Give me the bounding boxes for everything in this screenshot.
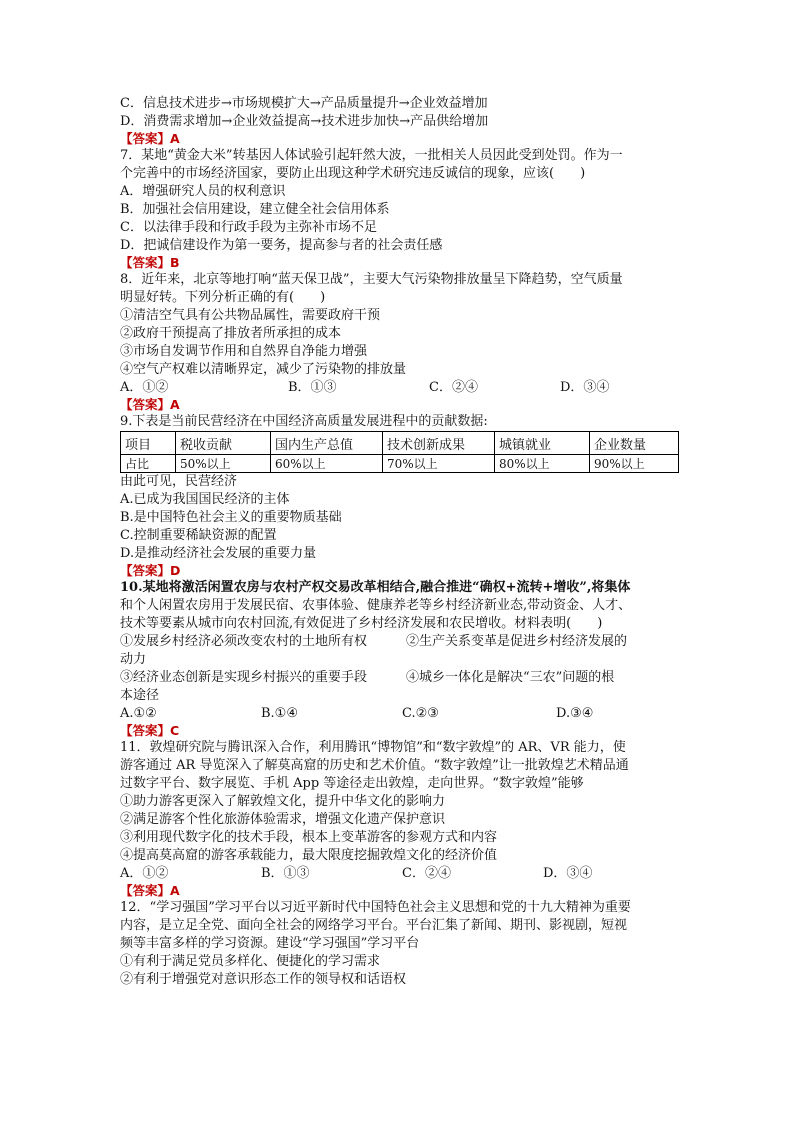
choices-q10 (120, 705, 680, 723)
table-header-cell: 国内生产总值 (271, 432, 383, 455)
option-d-q6: D．消费需求增加→企业效益提高→技术进步加快→产品供给增加 (120, 114, 489, 129)
choice-c-q11: C．②④ (402, 866, 451, 881)
item-2-q11: ②满足游客个性化旅游体验需求，增强文化遗产保护意识 (120, 812, 446, 827)
question-12-stem: 内容，是立足全党、面向全社会的网络学习平台。平台汇集了新闻、期刊、影视剧，短视 (120, 918, 628, 933)
question-7-stem: 7．某地“黄金大米”转基因人体试验引起轩然大波，一批相关人员因此受到处罚。作为一 (120, 148, 623, 163)
item-4-q11: ④提高莫高窟的游客承载能力，最大限度挖掘敦煌文化的经济价值 (120, 848, 498, 863)
option-c-q7: C．以法律手段和行政手段为主弥补市场不足 (120, 220, 377, 235)
question-12-stem: 12．“学习强国”学习平台以习近平新时代中国特色社会主义思想和党的十九大精神为重要 (120, 900, 631, 915)
table-cell: 90%以上 (590, 455, 679, 473)
table-header-cell: 城镇就业 (495, 432, 590, 455)
answer-q11: 【答案】A (120, 883, 180, 898)
item-4-q8: ④空气产权难以清晰界定，减少了污染物的排放量 (120, 362, 407, 377)
answer-q7: 【答案】B (120, 255, 180, 270)
choice-d-q10: D.③④ (556, 706, 594, 721)
choice-d-q11: D．③④ (543, 866, 593, 881)
answer-q6: 【答案】A (120, 131, 180, 146)
table-cell: 70%以上 (383, 455, 495, 473)
question-10-stem: 和个人闲置农房用于发展民宿、农事体验、健康养老等乡村经济新业态,带动资金、人才、 (120, 598, 632, 613)
answer-q9: 【答案】D (120, 563, 181, 578)
option-d-q7: D．把诚信建设作为第一要务，提高参与者的社会责任感 (120, 238, 443, 253)
option-c-q6: C．信息技术进步→市场规模扩大→产品质量提升→企业效益增加 (120, 96, 488, 111)
question-10-stem: 10.某地将激活闲置农房与农村产权交易改革相结合,融合推进“确权+流转+增收”,将集体 (120, 580, 631, 595)
choice-a-q8: A．①② (120, 380, 169, 395)
question-8-stem: 明显好转。下列分析正确的有( ) (120, 290, 326, 305)
item-1-q12: ①有利于满足党员多样化、便捷化的学习需求 (120, 954, 381, 969)
question-8-stem: 8．近年来，北京等地打响“蓝天保卫战”，主要大气污染物排放量呈下降趋势，空气质量 (120, 272, 623, 287)
table-cell: 50%以上 (176, 455, 271, 473)
item-1-q8: ①清洁空气具有公共物品属性，需要政府干预 (120, 308, 381, 323)
table-header-cell: 税收贡献 (176, 432, 271, 455)
choice-b-q11: B．①③ (261, 866, 310, 881)
answer-q10: 【答案】C (120, 723, 180, 738)
question-10-stem: 技术等要素从城市向农村回流,有效促进了乡村经济发展和农民增收。材料表明( ) (120, 616, 603, 631)
table-header-cell: 项目 (121, 432, 176, 455)
table-cell: 60%以上 (271, 455, 383, 473)
option-d-q9: D.是推动经济社会发展的重要力量 (120, 546, 317, 561)
question-9-stem: 9.下表是当前民营经济在中国经济高质量发展进程中的贡献数据: (120, 414, 488, 429)
choice-c-q8: C．②④ (429, 380, 478, 395)
choice-b-q8: B．①③ (288, 380, 337, 395)
choice-b-q10: B.①④ (261, 706, 298, 721)
question-7-stem: 个完善中的市场经济国家，要防止出现这种学术研究违反诚信的现象，应该( ) (120, 166, 586, 181)
answer-q8: 【答案】A (120, 397, 180, 412)
items-q10: 本途径 (120, 688, 160, 703)
option-b-q7: B．加强社会信用建设，建立健全社会信用体系 (120, 202, 390, 217)
option-a-q9: A.已成为我国国民经济的主体 (120, 492, 290, 507)
choice-c-q10: C.②③ (402, 706, 439, 721)
choice-a-q10: A.①② (120, 706, 157, 721)
option-c-q9: C.控制重要稀缺资源的配置 (120, 528, 277, 543)
table-cell: 占比 (121, 455, 176, 473)
question-11-stem: 过数字平台、数字展览、手机 App 等途径走出敦煌，走向世界。“数字敦煌”能够 (120, 776, 584, 791)
question-9-lead: 由此可见，民营经济 (120, 474, 238, 489)
item-1-q11: ①助力游客更深入了解敦煌文化，提升中华文化的影响力 (120, 794, 446, 809)
option-a-q7: A．增强研究人员的权利意识 (120, 184, 286, 199)
question-11-stem: 11．敦煌研究院与腾讯深入合作，利用腾讯“博物馆”和“数字敦煌”的 AR、VR 能力，使 (120, 740, 626, 755)
choice-a-q11: A．①② (120, 866, 169, 881)
question-12-stem: 频等丰富多样的学习资源。建设“学习强国”学习平台 (120, 936, 420, 951)
choices-q11 (120, 865, 680, 883)
table-header-cell: 企业数量 (590, 432, 679, 455)
exam-page (120, 95, 680, 989)
item-2-q8: ②政府干预提高了排放者所承担的成本 (120, 326, 342, 341)
choices-q8 (120, 379, 680, 397)
choice-d-q8: D．③④ (560, 380, 610, 395)
table-header-cell: 技术创新成果 (383, 432, 495, 455)
contribution-table (120, 431, 679, 473)
item-2-q12: ②有利于增强党对意识形态工作的领导权和话语权 (120, 972, 407, 987)
item-3-q8: ③市场自发调节作用和自然界自净能力增强 (120, 344, 368, 359)
option-b-q9: B.是中国特色社会主义的重要物质基础 (120, 510, 342, 525)
question-11-stem: 游客通过 AR 导览深入了解莫高窟的历史和艺术价值。“数字敦煌”让一批敦煌艺术精品通 (120, 758, 629, 773)
table-cell: 80%以上 (495, 455, 590, 473)
item-3-q11: ③利用现代数字化的技术手段，根本上变革游客的参观方式和内容 (120, 830, 498, 845)
items-q10: 动力 (120, 652, 147, 667)
items-q10: ③经济业态创新是实现乡村振兴的重要手段 ④城乡一体化是解决“三农”问题的根 (120, 670, 615, 685)
items-q10: ①发展乡村经济必须改变农村的土地所有权 ②生产关系变革是促进乡村经济发展的 (120, 634, 628, 649)
